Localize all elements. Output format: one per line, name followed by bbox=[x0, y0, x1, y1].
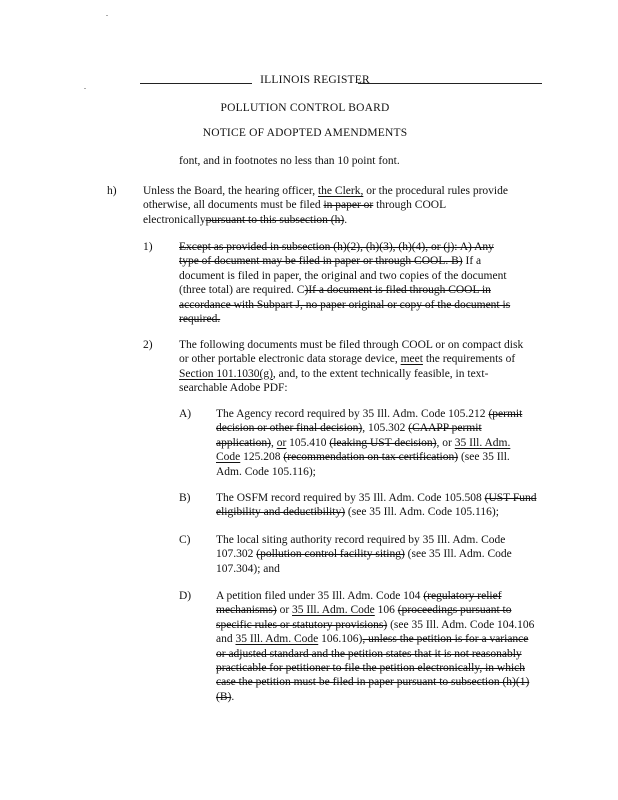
item-b-text: The OSFM record required by 35 Ill. Adm. Code 105.508 (UST Fund eligibility and deductibility) (see 35 Ill. Adm. Code 105.116); bbox=[216, 492, 537, 519]
subsection-h-label: h) bbox=[107, 185, 117, 197]
scan-speck bbox=[84, 88, 86, 89]
paragraph-1-label: 1) bbox=[143, 241, 153, 253]
paragraph-2-text: The following documents must be filed through COOL or on compact disk or other portable electronic data storage device, meet the requirements of Section 101.1030(g), and, to the extent technically feasible, in text-searchable Adobe PDF: bbox=[179, 339, 524, 395]
subsection-h-text: Unless the Board, the hearing officer, the Clerk, or the procedural rules provide otherwise, all documents must be filed in paper or through COOL electronicallypursuant to this subsection (h). bbox=[143, 185, 508, 226]
item-d-label: D) bbox=[179, 590, 192, 602]
item-c-label: C) bbox=[179, 534, 191, 546]
notice-title: NOTICE OF ADOPTED AMENDMENTS bbox=[202, 127, 408, 139]
item-a-label: A) bbox=[179, 408, 192, 420]
item-a-text: The Agency record required by 35 Ill. Adm. Code 105.212 (permit decision or other final decision), 105.302 (CAAPP permit application), or 105.410 (leaking UST decision), or 35 Ill. Adm. Code 125.208 (recommendation on tax certification) (see 35 Ill. Adm. Code 105.116); bbox=[216, 408, 523, 478]
item-d-text: A petition filed under 35 Ill. Adm. Code 104 (regulatory relief mechanisms) or 35 Ill. Adm. Code 106 (proceedings pursuant to specific rules or statutory provisions) (see 35 Ill. Adm. Code 104.106 and 35 Ill. Adm. Code 106.106), unless the petition is for a variance or adjusted standard and the petition states that it is not reasonably practicable for petitioner to file the petition electronically, in which case the petition must be filed in paper pursuant to subsection (h)(1)(B). bbox=[216, 590, 535, 703]
board-title: POLLUTION CONTROL BOARD bbox=[220, 102, 390, 114]
scan-speck bbox=[106, 15, 108, 16]
paragraph-2-label: 2) bbox=[143, 339, 153, 351]
item-b-label: B) bbox=[179, 492, 191, 504]
register-title: ILLINOIS REGISTER bbox=[260, 74, 370, 86]
continuation-text: font, and in footnotes no less than 10 point font. bbox=[179, 155, 400, 167]
paragraph-1-text: Except as provided in subsection (h)(2), (h)(3), (h)(4), or (j): A) Any type of document may be filed in paper or through COOL. B) If a document is filed in paper, the original and two copies of the document (three total) are required. C)If a document is filed through COOL in accordance with Subpart J, no paper original or copy of the document is required. bbox=[179, 241, 511, 326]
item-c-text: The local siting authority record required by 35 Ill. Adm. Code 107.302 (pollution control facility siting) (see 35 Ill. Adm. Code 107.304); and bbox=[216, 534, 512, 575]
